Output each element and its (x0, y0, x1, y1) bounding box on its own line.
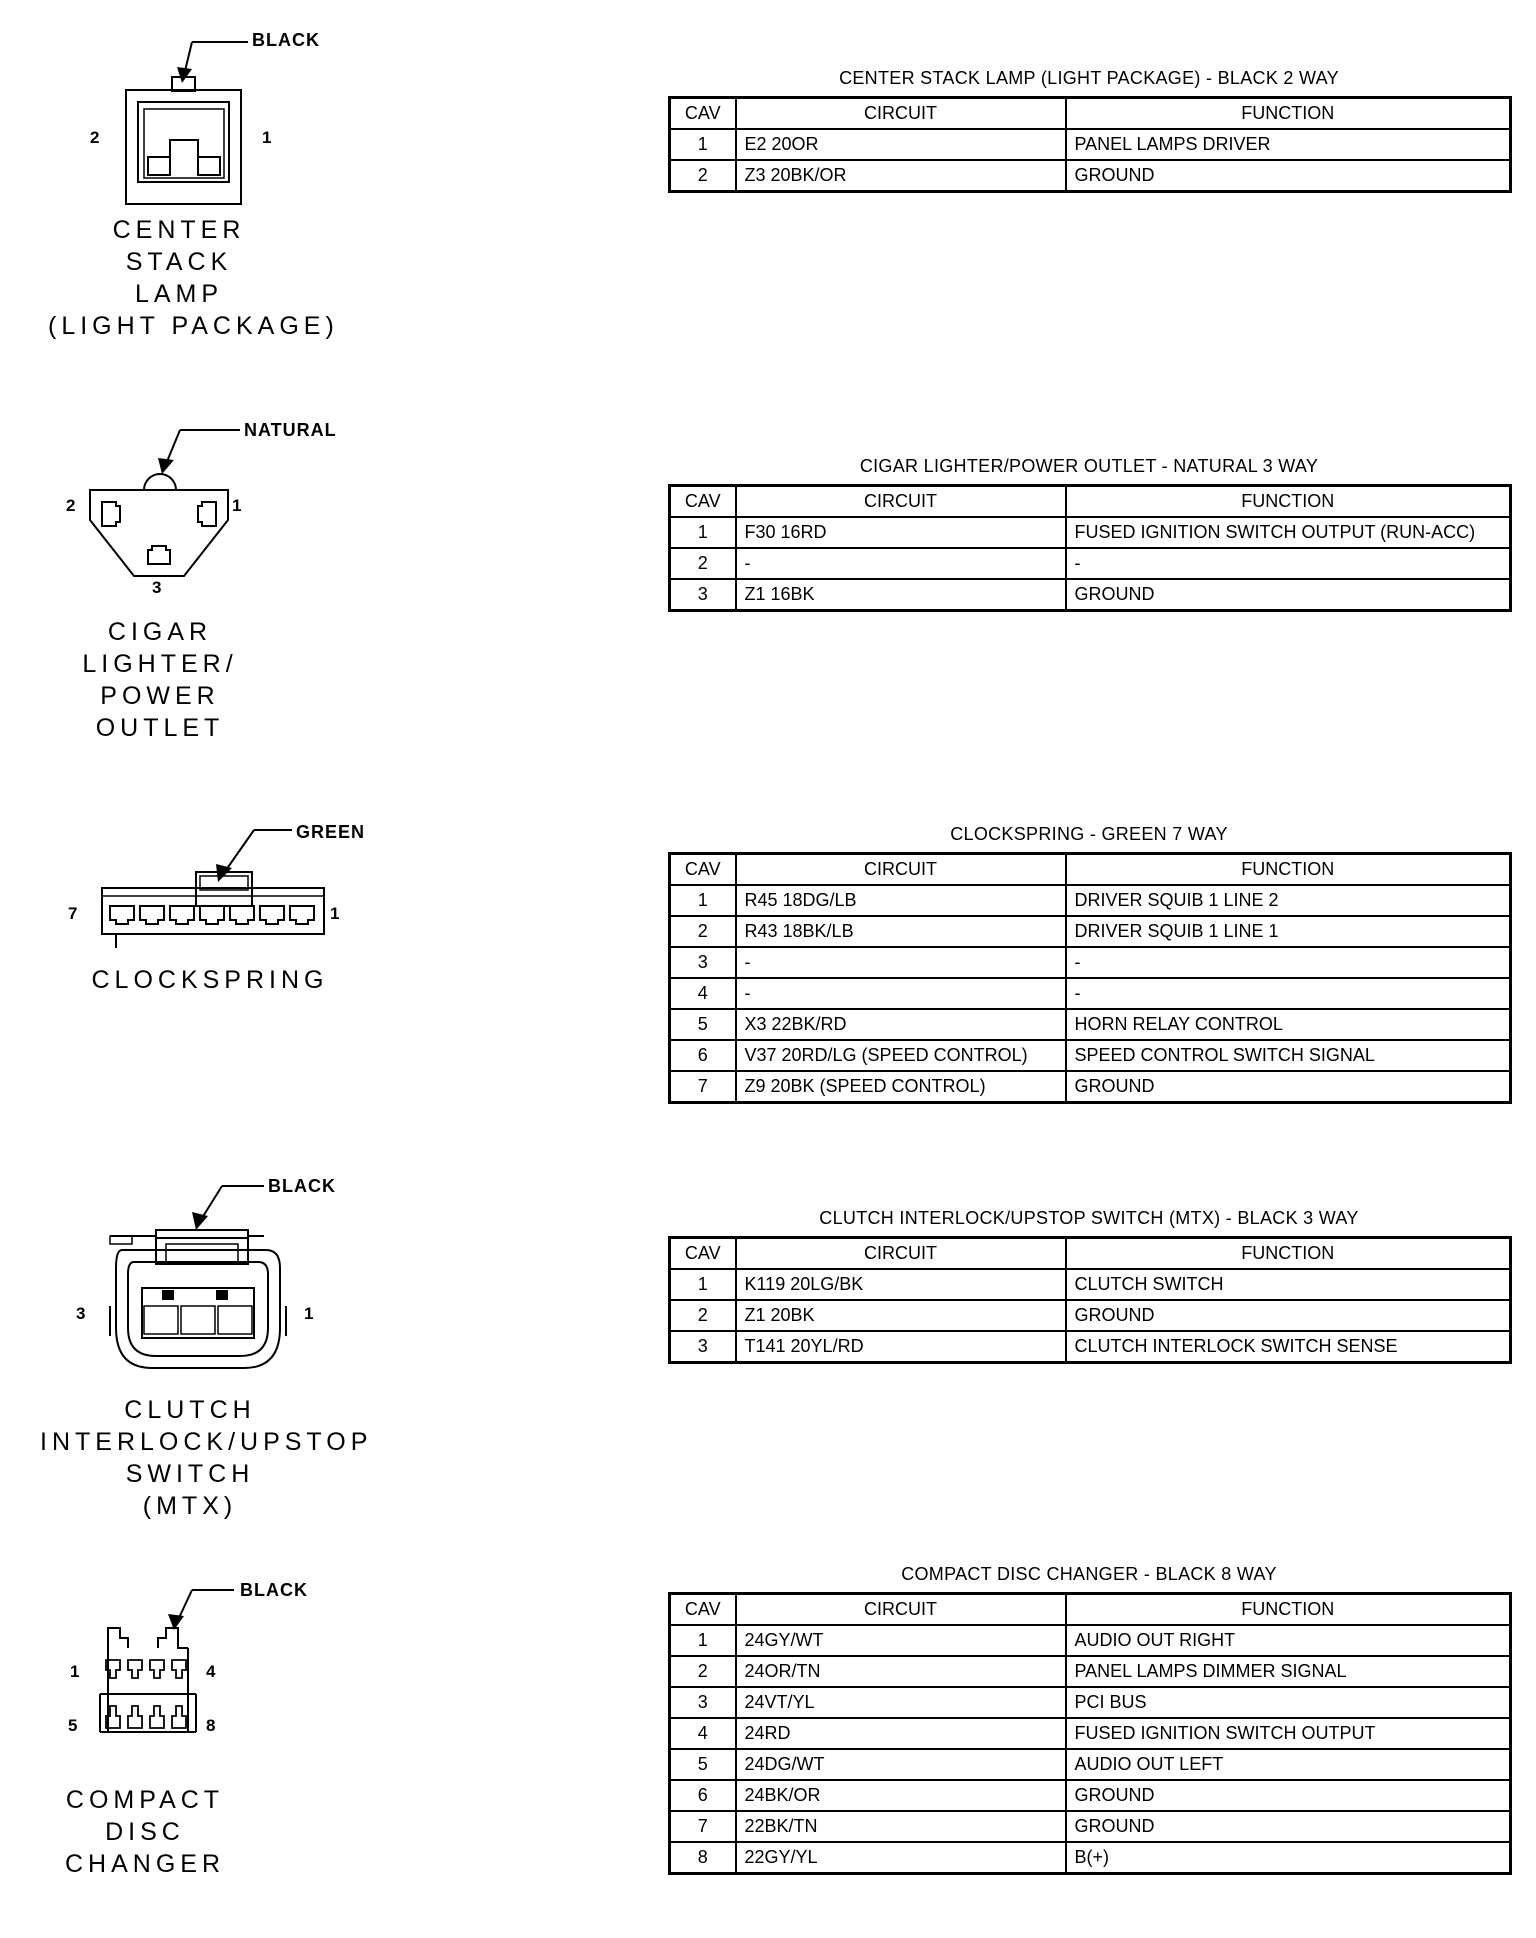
table-row (670, 1071, 1511, 1103)
circuit-cell: X3 22BK/RD (736, 1009, 1066, 1040)
circuit-cell: V37 20RD/LG (SPEED CONTROL) (736, 1040, 1066, 1071)
pin-number: 8 (206, 1716, 216, 1735)
circuit-cell: K119 20LG/BK (736, 1269, 1066, 1300)
circuit-cell: 24BK/OR (736, 1780, 1066, 1811)
pin-number: 2 (66, 496, 76, 515)
table-row (670, 1040, 1511, 1071)
function-cell: GROUND (1066, 160, 1511, 192)
circuit-cell: 22BK/TN (736, 1811, 1066, 1842)
circuit-cell: Z9 20BK (SPEED CONTROL) (736, 1071, 1066, 1103)
cav-cell: 2 (670, 548, 736, 579)
table-row (670, 1009, 1511, 1040)
pinout-table (668, 1592, 1512, 1875)
cav-cell: 2 (670, 1300, 736, 1331)
circuit-cell: R45 18DG/LB (736, 885, 1066, 916)
table-row (670, 1331, 1511, 1363)
function-cell: SPEED CONTROL SWITCH SIGNAL (1066, 1040, 1511, 1071)
cav-cell: 3 (670, 579, 736, 611)
connector-color-label: BLACK (240, 1580, 308, 1600)
circuit-cell: R43 18BK/LB (736, 916, 1066, 947)
cav-cell: 7 (670, 1811, 736, 1842)
connector-name: CENTER STACK LAMP (LIGHT PACKAGE) (48, 216, 339, 340)
cd-changer-connector-icon (96, 1582, 246, 1742)
pinout-table (668, 852, 1512, 1104)
cav-cell: 5 (670, 1749, 736, 1780)
header-circuit: CIRCUIT (736, 1238, 1066, 1270)
cav-cell: 6 (670, 1040, 736, 1071)
table-title: CLUTCH INTERLOCK/UPSTOP SWITCH (MTX) - BLACK 3 WAY (819, 1208, 1359, 1228)
circuit-cell: 24GY/WT (736, 1625, 1066, 1656)
function-cell: GROUND (1066, 1300, 1511, 1331)
table-header-row (670, 854, 1511, 886)
header-circuit: CIRCUIT (736, 486, 1066, 518)
function-cell: PANEL LAMPS DRIVER (1066, 129, 1511, 160)
function-cell: CLUTCH INTERLOCK SWITCH SENSE (1066, 1331, 1511, 1363)
pin-number: 3 (76, 1304, 86, 1323)
center-stack-lamp-connector-icon (120, 35, 260, 210)
pin-number: 1 (304, 1304, 314, 1323)
header-function: FUNCTION (1066, 1594, 1511, 1626)
function-cell: GROUND (1066, 1780, 1511, 1811)
circuit-cell: Z3 20BK/OR (736, 160, 1066, 192)
circuit-cell: T141 20YL/RD (736, 1331, 1066, 1363)
function-cell: B(+) (1066, 1842, 1511, 1874)
function-cell: AUDIO OUT LEFT (1066, 1749, 1511, 1780)
connector-cigar-lighter (0, 400, 1536, 770)
cav-cell: 2 (670, 160, 736, 192)
circuit-cell: Z1 16BK (736, 579, 1066, 611)
circuit-cell: 24DG/WT (736, 1749, 1066, 1780)
cigar-lighter-connector-icon (80, 424, 250, 584)
circuit-cell: - (736, 947, 1066, 978)
cav-cell: 3 (670, 1331, 736, 1363)
pinout-table (668, 1236, 1512, 1364)
table-header-row (670, 1238, 1511, 1270)
cav-cell: 3 (670, 1687, 736, 1718)
pin-number: 1 (330, 904, 340, 923)
cav-cell: 5 (670, 1009, 736, 1040)
pin-number: 3 (152, 578, 162, 597)
circuit-cell: - (736, 548, 1066, 579)
pin-number: 1 (262, 128, 272, 147)
header-circuit: CIRCUIT (736, 98, 1066, 130)
circuit-cell: - (736, 978, 1066, 1009)
table-row (670, 978, 1511, 1009)
clutch-interlock-connector-icon (104, 1178, 294, 1378)
table-title: CENTER STACK LAMP (LIGHT PACKAGE) - BLACK 2 WAY (839, 68, 1339, 88)
connector-name: COMPACT DISC CHANGER (64, 1786, 225, 1878)
function-cell: - (1066, 947, 1511, 978)
header-circuit: CIRCUIT (736, 1594, 1066, 1626)
table-header-row (670, 1594, 1511, 1626)
table-header-row (670, 98, 1511, 130)
header-function: FUNCTION (1066, 486, 1511, 518)
connector-center-stack-lamp (0, 0, 1536, 360)
table-row (670, 517, 1511, 548)
table-row (670, 1269, 1511, 1300)
table-row (670, 1687, 1511, 1718)
table-row (670, 1780, 1511, 1811)
cav-cell: 2 (670, 1656, 736, 1687)
circuit-cell: 24OR/TN (736, 1656, 1066, 1687)
connector-name: CLUTCH INTERLOCK/UPSTOP SWITCH (MTX) (40, 1396, 373, 1520)
circuit-cell: 22GY/YL (736, 1842, 1066, 1874)
table-title: CIGAR LIGHTER/POWER OUTLET - NATURAL 3 WAY (859, 456, 1319, 476)
table-title: CLOCKSPRING - GREEN 7 WAY (950, 824, 1228, 844)
circuit-cell: Z1 20BK (736, 1300, 1066, 1331)
table-header-row (670, 486, 1511, 518)
table-row (670, 1718, 1511, 1749)
function-cell: PANEL LAMPS DIMMER SIGNAL (1066, 1656, 1511, 1687)
table-row (670, 129, 1511, 160)
function-cell: - (1066, 978, 1511, 1009)
function-cell: DRIVER SQUIB 1 LINE 2 (1066, 885, 1511, 916)
table-row (670, 947, 1511, 978)
cav-cell: 3 (670, 947, 736, 978)
cav-cell: 7 (670, 1071, 736, 1103)
circuit-cell: 24VT/YL (736, 1687, 1066, 1718)
function-cell: GROUND (1066, 1811, 1511, 1842)
cav-cell: 1 (670, 885, 736, 916)
connector-clockspring (0, 800, 1536, 1140)
table-row (670, 1625, 1511, 1656)
pinout-table (668, 96, 1512, 193)
connector-color-label: BLACK (252, 30, 320, 50)
cav-cell: 4 (670, 1718, 736, 1749)
cav-cell: 1 (670, 1625, 736, 1656)
function-cell: GROUND (1066, 579, 1511, 611)
header-function: FUNCTION (1066, 98, 1511, 130)
header-cav: CAV (670, 1238, 736, 1270)
connector-color-label: NATURAL (244, 420, 337, 440)
function-cell: FUSED IGNITION SWITCH OUTPUT (1066, 1718, 1511, 1749)
cav-cell: 4 (670, 978, 736, 1009)
function-cell: DRIVER SQUIB 1 LINE 1 (1066, 916, 1511, 947)
table-row (670, 1300, 1511, 1331)
connector-color-label: BLACK (268, 1176, 336, 1196)
table-row (670, 1842, 1511, 1874)
pin-number: 2 (90, 128, 100, 147)
connector-color-label: GREEN (296, 822, 366, 842)
connector-clutch-interlock (0, 1170, 1536, 1530)
pin-number: 4 (206, 1662, 216, 1681)
table-row (670, 1656, 1511, 1687)
clockspring-connector-icon (96, 824, 336, 954)
function-cell: HORN RELAY CONTROL (1066, 1009, 1511, 1040)
cav-cell: 1 (670, 1269, 736, 1300)
circuit-cell: F30 16RD (736, 517, 1066, 548)
pin-number: 7 (68, 904, 78, 923)
function-cell: - (1066, 548, 1511, 579)
table-row (670, 548, 1511, 579)
table-row (670, 160, 1511, 192)
table-row (670, 885, 1511, 916)
header-cav: CAV (670, 854, 736, 886)
function-cell: PCI BUS (1066, 1687, 1511, 1718)
function-cell: CLUTCH SWITCH (1066, 1269, 1511, 1300)
cav-cell: 2 (670, 916, 736, 947)
header-function: FUNCTION (1066, 1238, 1511, 1270)
cav-cell: 1 (670, 517, 736, 548)
pin-number: 1 (70, 1662, 80, 1681)
header-circuit: CIRCUIT (736, 854, 1066, 886)
table-row (670, 1811, 1511, 1842)
function-cell: AUDIO OUT RIGHT (1066, 1625, 1511, 1656)
table-row (670, 579, 1511, 611)
circuit-cell: E2 20OR (736, 129, 1066, 160)
table-row (670, 1749, 1511, 1780)
cav-cell: 1 (670, 129, 736, 160)
table-row (670, 916, 1511, 947)
connector-name: CIGAR LIGHTER/ POWER OUTLET (82, 618, 238, 742)
connector-name: CLOCKSPRING (91, 966, 329, 994)
pinout-table (668, 484, 1512, 612)
cav-cell: 6 (670, 1780, 736, 1811)
cav-cell: 8 (670, 1842, 736, 1874)
header-cav: CAV (670, 98, 736, 130)
table-title: COMPACT DISC CHANGER - BLACK 8 WAY (901, 1564, 1277, 1584)
circuit-cell: 24RD (736, 1718, 1066, 1749)
header-cav: CAV (670, 486, 736, 518)
pin-number: 5 (68, 1716, 78, 1735)
function-cell: FUSED IGNITION SWITCH OUTPUT (RUN-ACC) (1066, 517, 1511, 548)
connector-cd-changer (0, 1560, 1536, 1938)
header-cav: CAV (670, 1594, 736, 1626)
function-cell: GROUND (1066, 1071, 1511, 1103)
pin-number: 1 (232, 496, 242, 515)
header-function: FUNCTION (1066, 854, 1511, 886)
